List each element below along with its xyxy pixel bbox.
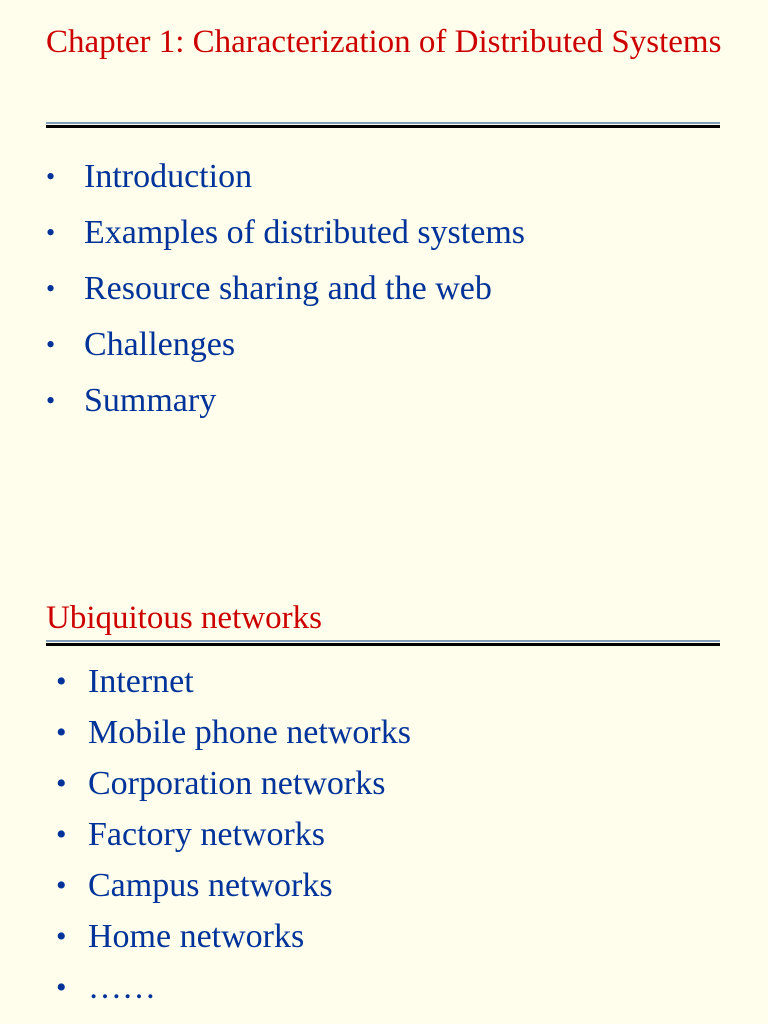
bullet-icon: •: [56, 869, 67, 902]
slide-title: Chapter 1: Characterization of Distributed Systems: [46, 24, 722, 60]
slide-title: Ubiquitous networks: [46, 600, 322, 636]
bullet-icon: •: [46, 330, 56, 359]
network-item-label: Factory networks: [88, 816, 326, 853]
outline-item-label: Resource sharing and the web: [84, 270, 492, 307]
bullet-icon: •: [46, 162, 56, 191]
divider-line-light: [46, 122, 720, 124]
bullet-icon: •: [56, 767, 67, 800]
bullet-icon: •: [56, 971, 67, 1004]
divider-line-dark: [46, 125, 720, 128]
title-divider: [46, 640, 720, 646]
outline-item-label: Summary: [84, 382, 217, 419]
slide-ubiquitous-networks: [0, 512, 768, 1024]
divider-line-dark: [46, 643, 720, 646]
bullet-icon: •: [56, 818, 67, 851]
bullet-icon: •: [46, 218, 56, 247]
outline-item-label: Examples of distributed systems: [84, 214, 526, 251]
bullet-icon: •: [56, 920, 67, 953]
title-divider: [46, 122, 720, 128]
bullet-icon: •: [56, 665, 67, 698]
bullet-icon: •: [46, 386, 56, 415]
network-item-label: Internet: [88, 663, 194, 700]
outline-item-label: Introduction: [84, 158, 253, 195]
network-item-label: ……: [88, 969, 156, 1006]
bullet-icon: •: [56, 716, 67, 749]
network-item-label: Mobile phone networks: [88, 714, 411, 751]
network-item-label: Home networks: [88, 918, 305, 955]
divider-line-light: [46, 640, 720, 642]
network-item-label: Campus networks: [88, 867, 333, 904]
outline-item-label: Challenges: [84, 326, 236, 363]
bullet-icon: •: [46, 274, 56, 303]
network-item-label: Corporation networks: [88, 765, 386, 802]
